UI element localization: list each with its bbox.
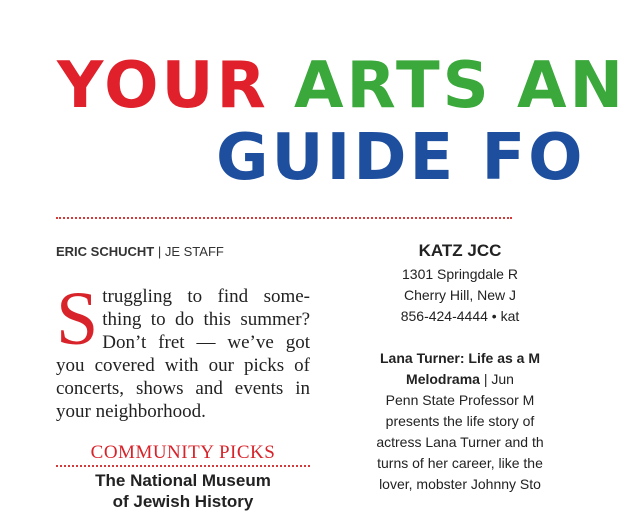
right-column xyxy=(330,240,590,495)
venue-title-line-1: The National Museum xyxy=(95,471,271,490)
headline-line-2: GUIDE FO xyxy=(216,121,586,195)
event-title-line-1: Lana Turner: Life as a M xyxy=(380,350,540,366)
event-body-line-2: presents the life story of xyxy=(385,413,535,429)
byline xyxy=(56,244,224,259)
intro-text: truggling to find some-thing to do this summer? Don’t fret — we’ve got you covered with our picks of concerts, shows and events in your neighborhood. xyxy=(56,286,310,422)
venue-title-line-2: of Jewish History xyxy=(112,492,254,511)
event-title-line-2 xyxy=(330,369,590,390)
event-body-line-3: actress Lana Turner and th xyxy=(376,434,544,450)
headline-line-1 xyxy=(57,49,626,123)
event-body-line-5: lover, mobster Johnny Sto xyxy=(379,476,541,492)
contact-line: 856-424-4444 • kat xyxy=(400,308,520,324)
address-line-2: Cherry Hill, New J xyxy=(403,287,516,303)
intro-paragraph xyxy=(56,277,310,423)
author-name: ERIC SCHUCHT xyxy=(56,244,155,259)
venue-heading: KATZ JCC xyxy=(418,241,502,260)
top-divider xyxy=(56,217,512,219)
event-body-line-4: turns of her career, like the xyxy=(377,455,543,471)
section-divider xyxy=(56,465,310,467)
event-date: | Jun xyxy=(479,371,514,387)
headline xyxy=(0,0,626,200)
byline-separator: | xyxy=(154,244,165,259)
venue-title xyxy=(56,470,310,512)
address-line-1: 1301 Springdale R xyxy=(402,266,518,282)
drop-cap: S xyxy=(56,277,99,361)
author-affiliation: JE STAFF xyxy=(164,244,224,259)
event-body-line-1: Penn State Professor M xyxy=(385,392,535,408)
event-title-bold: Melodrama xyxy=(406,371,480,387)
headline-word-your: YOUR xyxy=(57,49,269,123)
headline-word-arts: ARTS AN xyxy=(294,49,626,123)
section-heading: COMMUNITY PICKS xyxy=(90,442,276,463)
